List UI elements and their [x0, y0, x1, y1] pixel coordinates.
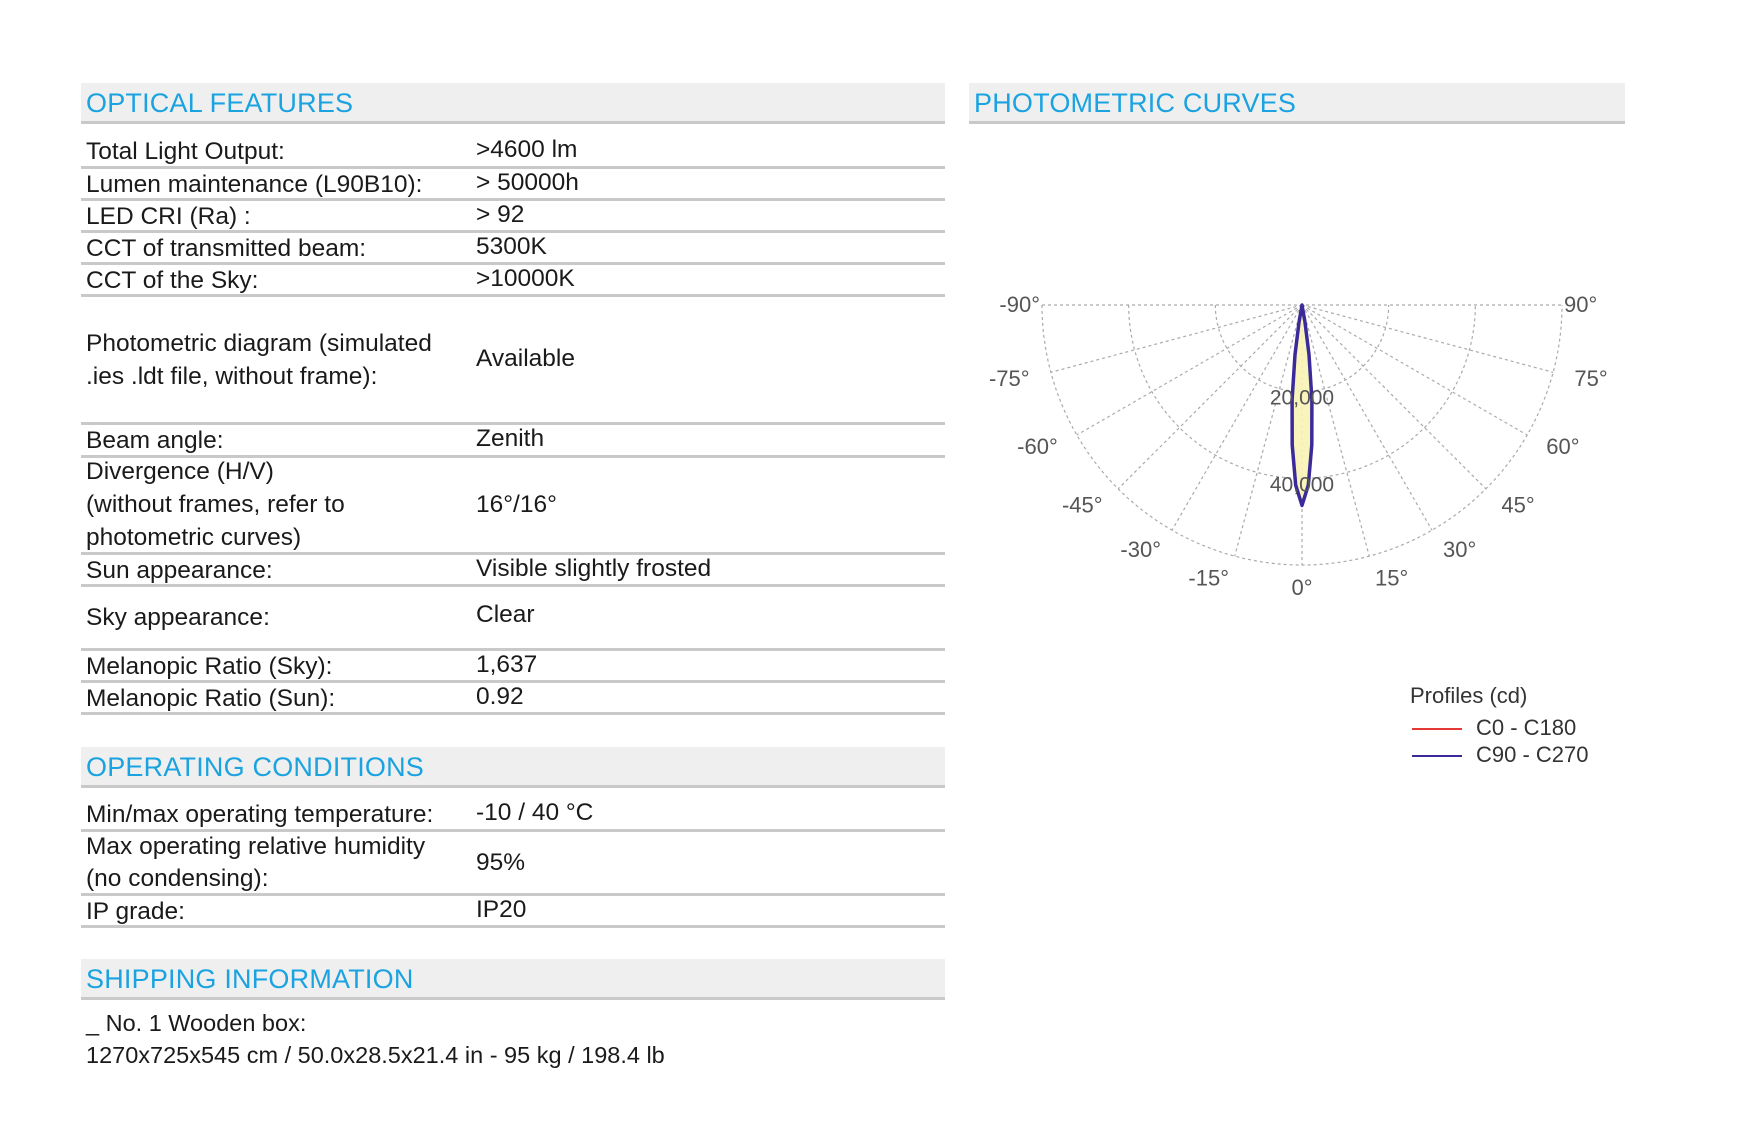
row-label: CCT of the Sky:: [86, 267, 259, 294]
row-label-line-2: (without frames, refer to: [86, 491, 345, 518]
angle-tick-label: -15°: [1188, 565, 1230, 591]
row-value: > 92: [476, 201, 525, 228]
row-value: 16°/16°: [476, 491, 557, 518]
row-label: IP grade:: [86, 898, 185, 925]
row-label: Lumen maintenance (L90B10):: [86, 171, 423, 198]
angle-tick-label: 30°: [1443, 537, 1477, 563]
angle-tick-label: 75°: [1574, 365, 1608, 391]
polar-spoke: [1302, 305, 1527, 435]
angle-tick-label: 0°: [1291, 575, 1313, 600]
row-value: Available: [476, 345, 575, 372]
row-label-line-1: Photometric diagram (simulated: [86, 330, 432, 357]
row-label: Total Light Output:: [86, 138, 285, 165]
shipping-information-title: SHIPPING INFORMATION: [86, 964, 414, 994]
radial-tick-label: 40,000: [1269, 473, 1335, 497]
polar-spoke: [1302, 305, 1432, 530]
row-label: Beam angle:: [86, 427, 224, 454]
angle-tick-label: 60°: [1546, 434, 1580, 459]
row-value: 5300K: [476, 233, 547, 260]
photometric-curves-title: PHOTOMETRIC CURVES: [974, 88, 1297, 118]
row-label: CCT of transmitted beam:: [86, 235, 367, 262]
angle-tick-label: 15°: [1374, 565, 1409, 591]
row-value: Clear: [476, 601, 535, 628]
row-value: IP20: [476, 896, 527, 923]
row-value: Zenith: [476, 425, 545, 452]
row-label: Sky appearance:: [86, 604, 270, 631]
legend-label-c0: C0 - C180: [1476, 715, 1577, 740]
row-label-line-1: Divergence (H/V): [86, 458, 274, 485]
row-value: 1,637: [476, 651, 538, 678]
angle-tick-label: -30°: [1120, 537, 1161, 563]
row-label: Min/max operating temperature:: [86, 801, 434, 828]
row-value: -10 / 40 °C: [476, 799, 594, 826]
radial-tick-label: 20,000: [1269, 386, 1335, 410]
polar-spoke: [1172, 305, 1302, 530]
row-value: > 50000h: [476, 169, 579, 196]
polar-spoke: [1077, 305, 1302, 435]
row-label: Melanopic Ratio (Sun):: [86, 685, 336, 712]
legend-title: Profiles (cd): [1410, 683, 1528, 708]
row-label-line-2: (no condensing):: [86, 865, 269, 892]
legend-swatch-c90: [1412, 755, 1462, 757]
row-label-line-2: .ies .ldt file, without frame):: [86, 363, 378, 390]
operating-conditions-title: OPERATING CONDITIONS: [86, 752, 425, 782]
row-label: Sun appearance:: [86, 557, 273, 584]
angle-tick-label: -45°: [1061, 492, 1103, 518]
row-value: >4600 lm: [476, 136, 578, 163]
angle-tick-label: 45°: [1501, 492, 1535, 518]
row-label-line-3: photometric curves): [86, 524, 302, 551]
row-label: LED CRI (Ra) :: [86, 203, 251, 230]
legend-swatch-c0: [1412, 728, 1462, 730]
row-label: Melanopic Ratio (Sky):: [86, 653, 333, 680]
row-label-line-1: Max operating relative humidity: [86, 833, 426, 860]
optical-features-title: OPTICAL FEATURES: [86, 88, 354, 118]
row-value: >10000K: [476, 265, 575, 292]
polar-spoke: [1051, 305, 1302, 372]
legend-label-c90: C90 - C270: [1476, 742, 1589, 767]
shipping-line-1: _ No. 1 Wooden box:: [86, 1010, 307, 1036]
shipping-line-2: 1270x725x545 cm / 50.0x28.5x21.4 in - 95 kg / 198.4 lb: [86, 1042, 665, 1068]
angle-tick-label: 90°: [1564, 292, 1598, 317]
angle-tick-label: -60°: [1017, 434, 1058, 459]
row-value: 0.92: [476, 683, 524, 710]
polar-spoke: [1302, 305, 1553, 372]
row-value: Visible slightly frosted: [476, 555, 712, 582]
row-value: 95%: [476, 849, 526, 876]
angle-tick-label: -75°: [988, 365, 1030, 391]
angle-tick-label: -90°: [999, 292, 1040, 317]
